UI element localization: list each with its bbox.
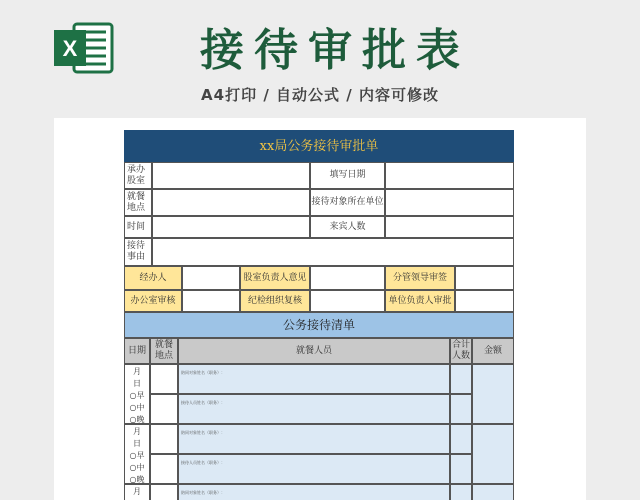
list-title: 公务接待清单	[124, 312, 514, 338]
header-place: 就餐地点	[150, 338, 178, 364]
people-entry[interactable]	[178, 394, 450, 424]
label-fill-date: 填写日期	[310, 162, 385, 189]
place-cell[interactable]	[150, 424, 178, 454]
input-reason[interactable]	[152, 238, 514, 266]
amount-cell[interactable]	[472, 424, 514, 484]
input-unit-head-approval[interactable]	[455, 290, 514, 312]
total-cell[interactable]	[450, 424, 472, 454]
people-entry[interactable]	[178, 454, 450, 484]
meal-breakfast: ○早	[129, 391, 145, 400]
label-guest-unit: 接待对象所在单位	[310, 189, 385, 216]
place-cell[interactable]	[150, 394, 178, 424]
input-leader-sign[interactable]	[455, 266, 514, 290]
amount-cell[interactable]	[472, 364, 514, 424]
amount-cell[interactable]	[472, 484, 514, 500]
entry-host-label: 陪同对象姓名（职务）：	[181, 430, 225, 435]
place-cell[interactable]	[150, 364, 178, 394]
logo-letter: X	[62, 36, 78, 61]
entry-guest-label: 接待人员姓名（职务）：	[181, 460, 225, 465]
form-title: xx局公务接待审批单	[124, 130, 514, 162]
approval-form	[124, 130, 514, 500]
header-people: 就餐人员	[178, 338, 450, 364]
label-leader-sign: 分管领导审签	[385, 266, 455, 290]
label-reason: 接待事由	[124, 238, 152, 266]
entry-host-label: 陪同对象姓名（职务）：	[181, 370, 225, 375]
people-entry[interactable]	[178, 364, 450, 394]
input-dining-place[interactable]	[152, 189, 310, 216]
input-fill-date[interactable]	[385, 162, 514, 189]
total-cell[interactable]	[450, 394, 472, 424]
date-cell[interactable]	[124, 424, 150, 484]
people-entry[interactable]	[178, 424, 450, 454]
label-department: 承办股室	[124, 162, 152, 189]
header-total: 合计人数	[450, 338, 472, 364]
input-time[interactable]	[152, 216, 310, 238]
month-label: 月	[133, 487, 141, 496]
label-handler: 经办人	[124, 266, 182, 290]
input-discipline-check[interactable]	[310, 290, 385, 312]
total-cell[interactable]	[450, 454, 472, 484]
date-cell[interactable]	[124, 484, 150, 500]
meal-dinner: ○晚	[129, 475, 145, 484]
day-label: 日	[133, 439, 141, 448]
label-time: 时间	[124, 216, 152, 238]
input-guest-unit[interactable]	[385, 189, 514, 216]
entry-host-label: 陪同对象姓名（职务）：	[181, 490, 225, 495]
meal-lunch: ○中	[129, 463, 145, 472]
meal-breakfast: ○早	[129, 451, 145, 460]
place-cell[interactable]	[150, 454, 178, 484]
label-office-review: 办公室审核	[124, 290, 182, 312]
date-cell[interactable]	[124, 364, 150, 424]
month-label: 月	[133, 427, 141, 436]
day-label: 日	[133, 379, 141, 388]
place-cell[interactable]	[150, 484, 178, 500]
entry-guest-label: 接待人员姓名（职务）：	[181, 400, 225, 405]
month-label: 月	[133, 367, 141, 376]
total-cell[interactable]	[450, 364, 472, 394]
label-discipline-check: 纪检组织复核	[240, 290, 310, 312]
input-guest-count[interactable]	[385, 216, 514, 238]
page-title: 接待审批表	[200, 25, 470, 76]
people-entry[interactable]	[178, 484, 450, 500]
label-guest-count: 来宾人数	[310, 216, 385, 238]
input-department[interactable]	[152, 162, 310, 189]
page-subtitle: A4打印 / 自动公式 / 内容可修改	[201, 86, 439, 104]
excel-icon	[52, 20, 116, 76]
total-cell[interactable]	[450, 484, 472, 500]
header	[0, 0, 640, 118]
meal-dinner: ○晚	[129, 415, 145, 424]
input-handler[interactable]	[182, 266, 240, 290]
meal-lunch: ○中	[129, 403, 145, 412]
label-dining-place: 就餐地点	[124, 189, 152, 216]
header-amount: 金额	[472, 338, 514, 364]
label-unit-head-approval: 单位负责人审批	[385, 290, 455, 312]
label-dept-head-opinion: 股室负责人意见	[240, 266, 310, 290]
header-date: 日期	[124, 338, 150, 364]
input-dept-head-opinion[interactable]	[310, 266, 385, 290]
input-office-review[interactable]	[182, 290, 240, 312]
